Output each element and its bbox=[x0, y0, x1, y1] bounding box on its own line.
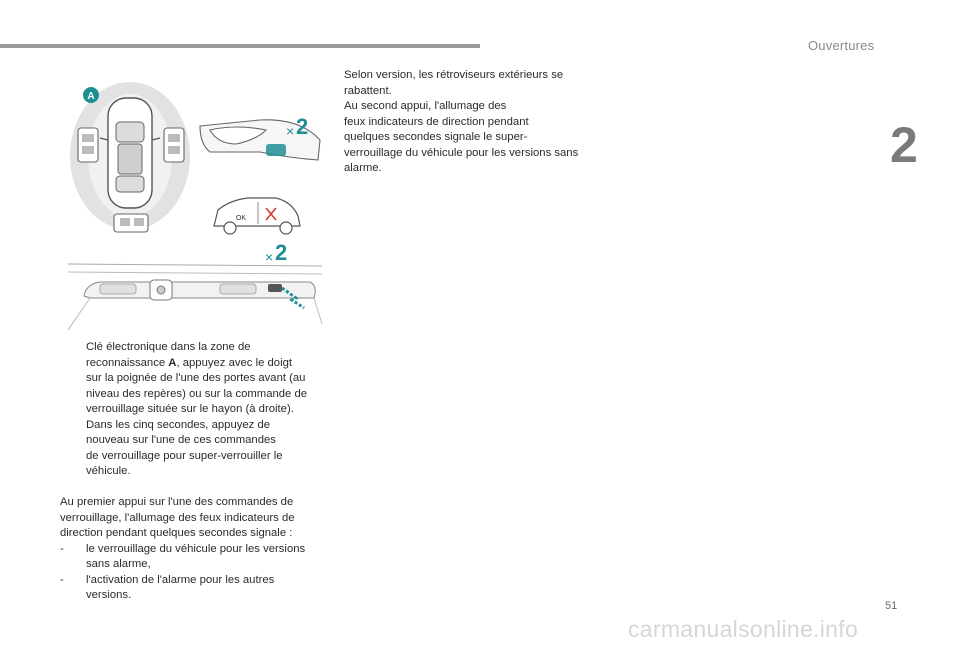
tailgate-handle-icon bbox=[114, 214, 148, 232]
door-handle-left-icon bbox=[78, 128, 98, 162]
locking-zone-illustration bbox=[60, 78, 330, 238]
text-line: Selon version, les rétroviseurs extérieurs se bbox=[344, 69, 564, 81]
page-number: 51 bbox=[885, 600, 898, 612]
section-title: Ouvertures bbox=[808, 38, 875, 53]
text-line: feux indicateurs de direction pendant bbox=[344, 115, 529, 128]
text-line: verrouillage du véhicule pour les versions sans bbox=[344, 146, 579, 159]
bullet-item: Clé électronique dans la zone de reconnaissance A, appuyez avec le doigt sur la poignée de l'une des portes avant (au niveau des repères) ou sur la commande de verrouillage située sur le hayon (à droite). bbox=[86, 341, 308, 415]
text-line: alarme. bbox=[344, 162, 382, 174]
text-line: quelques secondes signale le super- bbox=[344, 131, 528, 143]
press-count-top: 2 bbox=[296, 114, 309, 139]
bullet-item: Dans les cinq secondes, appuyez de nouveau sur l'une de ces commandes de verrouillage pour super-verrouiller le véhicule. bbox=[86, 418, 283, 477]
right-column-text bbox=[344, 68, 604, 177]
instruction-bullets bbox=[60, 340, 330, 480]
press-count-bottom-symbol: × bbox=[265, 249, 274, 265]
car-side-view-icon bbox=[214, 198, 300, 234]
dash-item: - l'activation de l'alarme pour les autres versions. bbox=[60, 573, 275, 601]
dash-item: - le verrouillage du véhicule pour les versions sans alarme, bbox=[60, 542, 306, 570]
tailgate-illustration bbox=[60, 240, 330, 335]
zone-label: A bbox=[87, 91, 95, 102]
door-handle-right-icon bbox=[164, 128, 184, 162]
press-count-top-symbol: × bbox=[286, 123, 295, 139]
info-paragraph: Au premier appui sur l'une des commandes de verrouillage, l'allumage des feux indicateurs de direction pendant quelques secondes signale : - le verrouillage du véhicule pour les versions sans alarme, - l'activation de l'alarme pour les autres versions. bbox=[60, 495, 330, 604]
chapter-number: 2 bbox=[890, 117, 918, 173]
watermark: carmanualsonline.info bbox=[628, 616, 859, 642]
press-count-bottom: 2 bbox=[275, 240, 288, 265]
text-line: Au second appui, l'allumage des bbox=[344, 100, 507, 112]
text-line: rabattent. bbox=[344, 84, 392, 97]
car-top-view-icon bbox=[100, 98, 160, 208]
header-rule bbox=[0, 44, 480, 48]
ok-label: OK bbox=[235, 215, 247, 222]
